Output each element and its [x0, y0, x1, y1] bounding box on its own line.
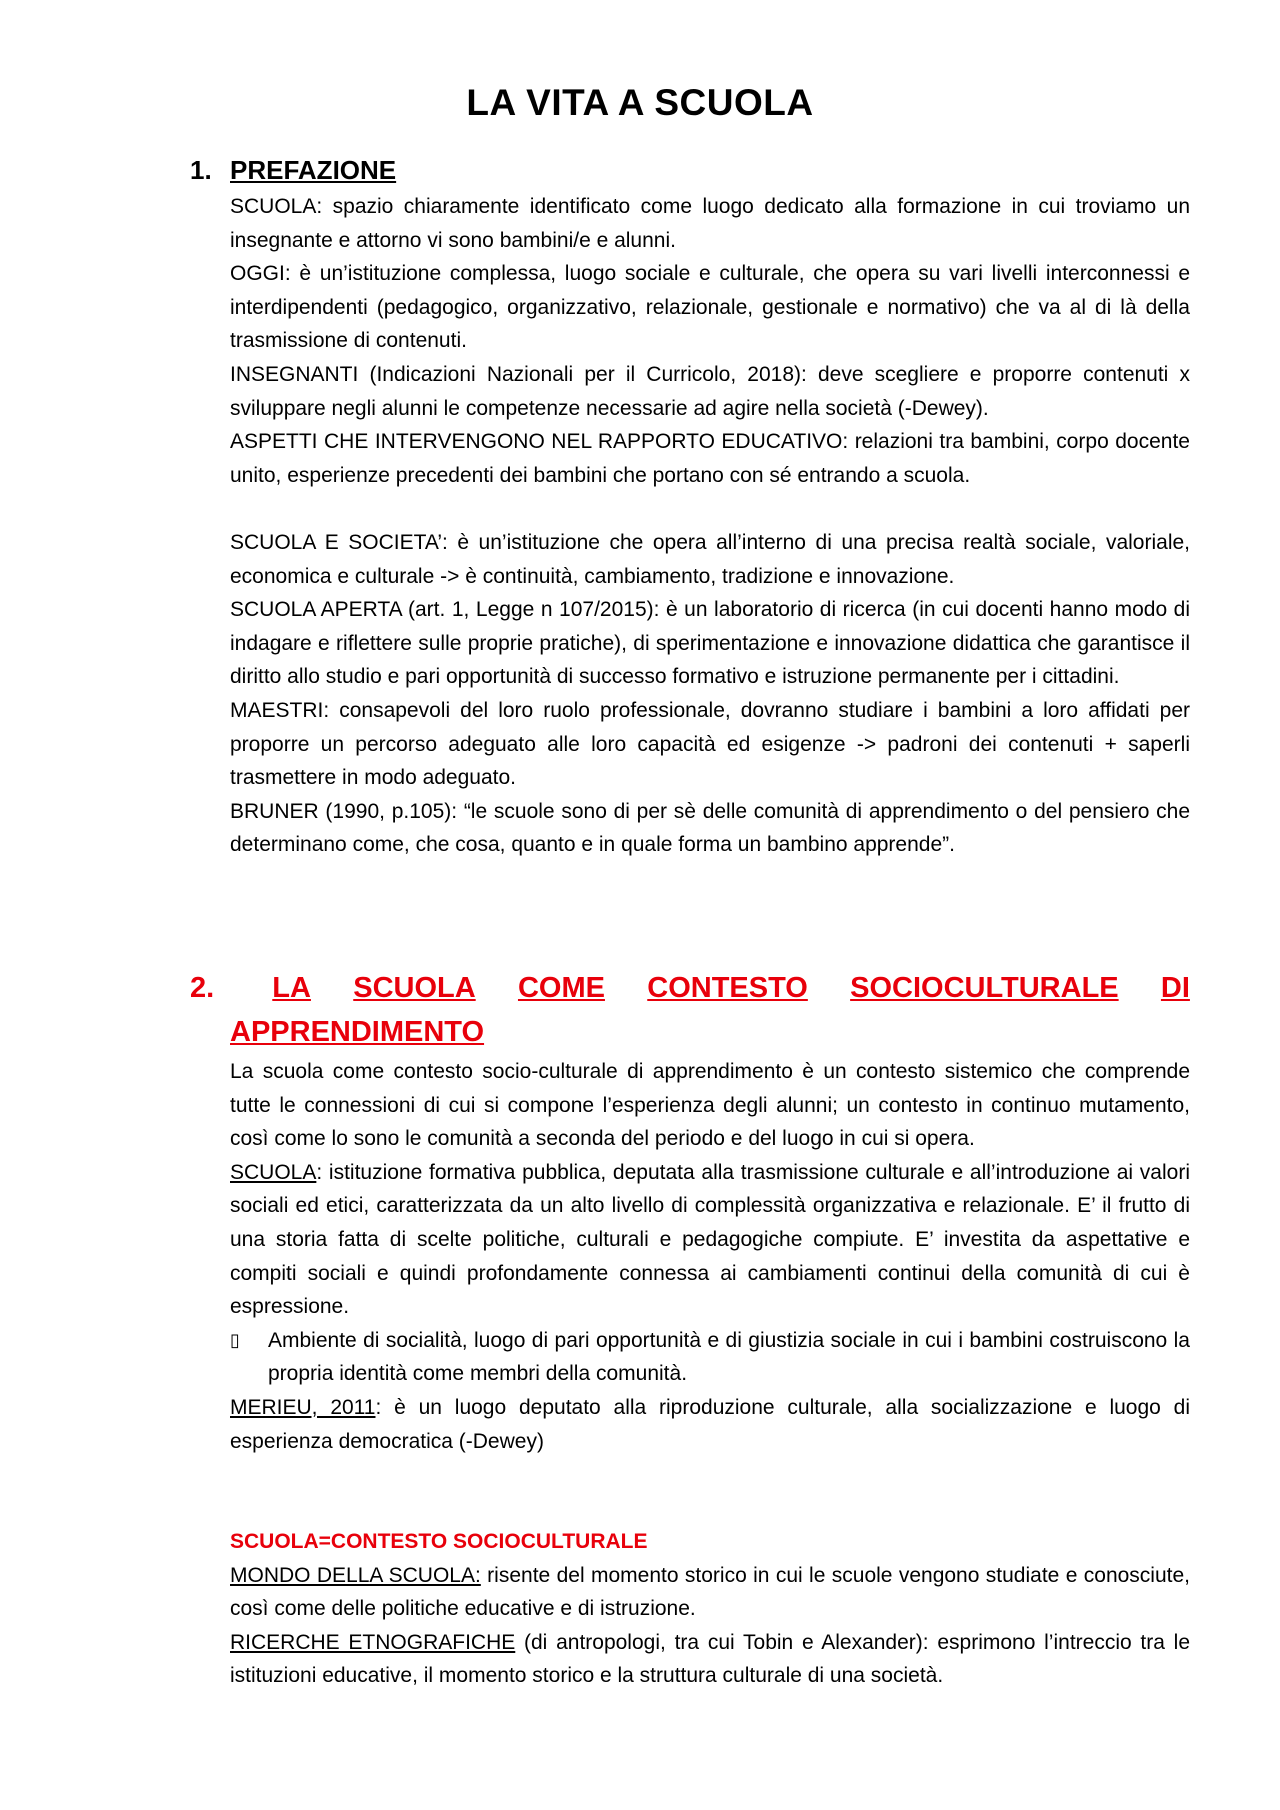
merieu-label: MERIEU, 2011	[230, 1395, 376, 1419]
subsection-heading: SCUOLA=CONTESTO SOCIOCULTURALE	[230, 1530, 648, 1553]
paragraph-scuola-societa: SCUOLA E SOCIETA’: è un’istituzione che opera all’interno di una precisa realtà sociale, valoriale, economica e culturale -> è continuità, cambiamento, tradizione e innovazione.	[230, 531, 1190, 588]
section-2-subsection	[230, 1525, 1190, 1693]
scuola-label: SCUOLA	[230, 1160, 317, 1184]
mondo-label: MONDO DELLA SCUOLA:	[230, 1563, 481, 1587]
section-1-heading	[190, 147, 1190, 193]
section-2-number: 2.	[190, 972, 215, 1004]
paragraph-intro: La scuola come contesto socio-culturale di apprendimento è un contesto sistemico che comprende tutte le connessioni di cui si compone l’esperienza degli alunni; un contesto in continuo mutamento, così come lo sono le comunità a seconda del periodo e del luogo in cui si opera.	[230, 1060, 1190, 1151]
heading-word: SCUOLA	[353, 972, 476, 1004]
section-1-title: PREFAZIONE	[230, 155, 397, 185]
section-1-number: 1.	[190, 155, 212, 185]
heading-word: SOCIOCULTURALE	[850, 972, 1119, 1004]
ricerche-text: (di antropologi, tra cui Tobin e Alexander): esprimono l’intreccio tra le istituzioni educative, il momento storico e la struttura culturale di una società.	[230, 1630, 1190, 1688]
heading-word: CONTESTO	[647, 972, 808, 1004]
section-1-body	[230, 190, 1190, 492]
paragraph-bruner: BRUNER (1990, p.105): “le scuole sono di per sè delle comunità di apprendimento o del pensiero che determinano come, che cosa, quanto e in quale forma un bambino apprende”.	[230, 799, 1190, 857]
paragraph-scuola-aperta: SCUOLA APERTA (art. 1, Legge n 107/2015): è un laboratorio di ricerca (in cui docenti hanno modo di indagare e riflettere sulle proprie pratiche), di sperimentazione e innovazione didattica che garantisce il diritto allo studio e pari opportunità di successo formativo e istruzione permanente per i cittadini.	[230, 598, 1190, 689]
heading-word: DI	[1160, 972, 1190, 1004]
heading-word: LA	[272, 972, 311, 1004]
heading-word: COME	[517, 972, 605, 1004]
paragraph-oggi: OGGI: è un’istituzione complessa, luogo sociale e culturale, che opera su vari livelli interconnessi e interdipendenti (pedagogico, organizzativo, relazionale, gestionale e normativo) che va al di là della trasmissione di contenuti.	[230, 262, 1190, 353]
paragraph-ricerche	[230, 1626, 1190, 1693]
bullet-icon: ▯	[230, 1329, 240, 1350]
section-2-heading	[190, 966, 1190, 1054]
paragraph-mondo	[230, 1559, 1190, 1626]
paragraph-merieu	[230, 1391, 1190, 1458]
document-title: LA VITA A SCUOLA	[466, 82, 814, 123]
paragraph-maestri: MAESTRI: consapevoli del loro ruolo professionale, dovranno studiare i bambini a loro affidati per proporre un percorso adeguato alle loro capacità ed esigenze -> padroni dei contenuti + saperli trasmettere in modo adeguato.	[230, 698, 1190, 790]
bullet-item	[230, 1324, 1190, 1391]
section-2-heading-line2: APPRENDIMENTO	[230, 1016, 485, 1048]
paragraph-scuola-def	[230, 1156, 1190, 1324]
ricerche-label: RICERCHE ETNOGRAFICHE	[230, 1630, 516, 1654]
paragraph-aspetti: ASPETTI CHE INTERVENGONO NEL RAPPORTO EDUCATIVO: relazioni tra bambini, corpo docente unito, esperienze precedenti dei bambini che portano con sé entrando a scuola.	[230, 430, 1190, 487]
bullet-text: Ambiente di socialità, luogo di pari opportunità e di giustizia sociale in cui i bambini costruiscono la propria identità come membri della comunità.	[268, 1328, 1190, 1386]
mondo-text: risente del momento storico in cui le scuole vengono studiate e conosciute, così come delle politiche educative e di istruzione.	[230, 1563, 1190, 1621]
scuola-text: : istituzione formativa pubblica, deputata alla trasmissione culturale e all’introduzione ai valori sociali ed etici, caratterizzata da un alto livello di complessità organizzativa e relazionale. E’ il frutto di una storia fatta di scelte politiche, culturali e pedagogiche compiute. E’ investita da aspettative e compiti sociali e quindi profondamente connessa ai cambiamenti continui della comunità di cui è espressione.	[230, 1160, 1190, 1319]
paragraph-scuola: SCUOLA: spazio chiaramente identificato come luogo dedicato alla formazione in cui troviamo un insegnante e attorno vi sono bambini/e e alunni.	[230, 195, 1190, 252]
paragraph-insegnanti: INSEGNANTI (Indicazioni Nazionali per il Curricolo, 2018): deve scegliere e proporre contenuti x sviluppare negli alunni le competenze necessarie ad agire nella società (-Dewey).	[230, 362, 1190, 420]
section-2-body	[230, 1055, 1190, 1458]
section-1-body-continued	[230, 526, 1190, 862]
merieu-text: : è un luogo deputato alla riproduzione culturale, alla socializzazione e luogo di esperienza democratica (-Dewey)	[230, 1395, 1190, 1453]
